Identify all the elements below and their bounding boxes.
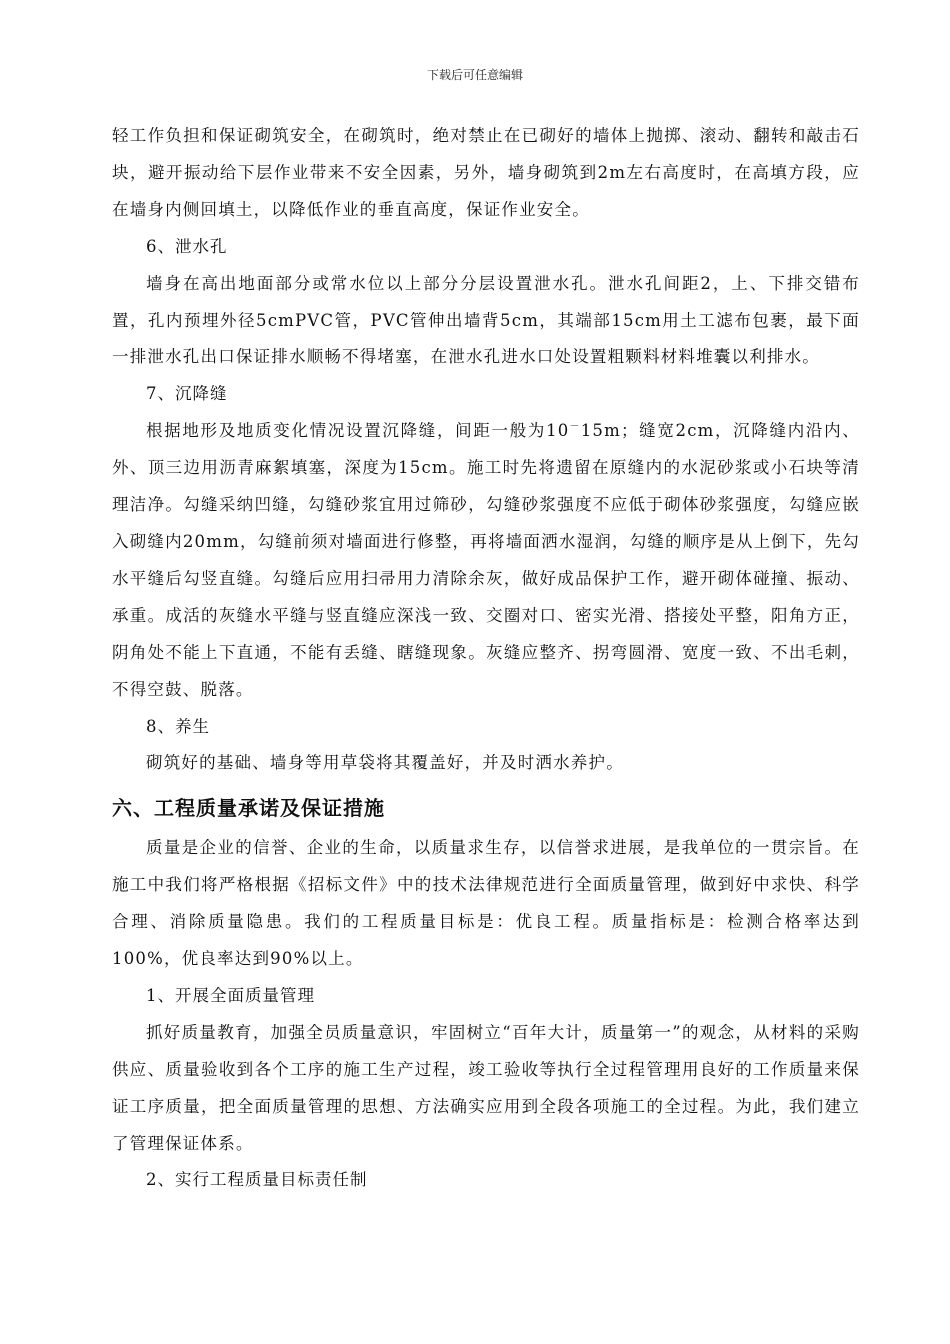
settlement-sup: － [569, 421, 581, 433]
heading-curing: 8、养生 [146, 716, 210, 736]
heading-total-quality: 1、开展全面质量管理 [146, 985, 315, 1005]
document-body [112, 118, 860, 1199]
settlement-text-a: 根据地形及地质变化情况设置沉降缝，间距一般为10 [146, 421, 570, 441]
paragraph-curing: 砌筑好的基础、墙身等用草袋将其覆盖好，并及时洒水养护。 [146, 753, 624, 773]
settlement-text-b: 15m；缝宽2cm，沉降缝内沿内、外、顶三边用沥青麻絮填塞，深度为15cm。施工时先将遗留在原缝内的水泥砂浆或小石块等清理洁净。勾缝采纳凹缝，勾缝砂浆宜用过筛砂，勾缝砂浆强度不应低于砌体砂浆强度，勾缝应嵌入砌缝内20mm，勾缝前须对墙面进行修整，再将墙面洒水湿润，勾缝的顺序是从上倒下，先勾水平缝后勾竖直缝。勾缝后应用扫帚用力清除余灰，做好成品保护工作，避开砌体碰撞、振动、承重。成活的灰缝水平缝与竖直缝应深浅一致、交圈对口、密实光滑、搭接处平整，阳角方正，阴角处不能上下直通，不能有丢缝、瞎缝现象。灰缝应整齐、拐弯圆滑、宽度一致、不出毛刺，不得空鼓、脱落。 [112, 421, 860, 699]
section-title-quality: 六、工程质量承诺及保证措施 [112, 796, 385, 821]
heading-drain-holes: 6、泄水孔 [146, 236, 228, 256]
paragraph-wall-safety: 轻工作负担和保证砌筑安全，在砌筑时，绝对禁止在已砌好的墙体上抛掷、滚动、翻转和敲击石块，避开振动给下层作业带来不安全因素，另外，墙身砌筑到2m左右高度时，在高填方段，应在墙身内侧回填土，以降低作业的垂直高度，保证作业安全。 [112, 126, 860, 219]
paragraph-quality-goal: 质量是企业的信誉、企业的生命，以质量求生存，以信誉求进展，是我单位的一贯宗旨。在施工中我们将严格根据《招标文件》中的技术法律规范进行全面质量管理，做到好中求快、科学合理、消除质量隐患。我们的工程质量目标是：优良工程。质量指标是：检测合格率达到100%，优良率达到90%以上。 [112, 838, 860, 969]
heading-quality-responsibility: 2、实行工程质量目标责任制 [146, 1170, 368, 1190]
heading-settlement-joint: 7、沉降缝 [146, 384, 228, 404]
page-header: 下载后可任意编辑 [426, 68, 523, 82]
paragraph-total-quality: 抓好质量教育，加强全员质量意识，牢固树立“百年大计，质量第一”的观念，从材料的采购供应、质量验收到各个工序的施工生产过程，竣工验收等执行全过程管理用良好的工作质量来保证工序质量，把全面质量管理的思想、方法确实应用到全段各项施工的全过程。为此，我们建立了管理保证体系。 [112, 1022, 860, 1153]
paragraph-settlement-joint [112, 413, 860, 708]
paragraph-drain-holes: 墙身在高出地面部分或常水位以上部分分层设置泄水孔。泄水孔间距2，上、下排交错布置，孔内预埋外径5cmPVC管，PVC管伸出墙背5cm，其端部15cm用土工滤布包裹，最下面一排泄水孔出口保证排水顺畅不得堵塞，在泄水孔进水口处设置粗颗料材料堆囊以利排水。 [112, 273, 860, 367]
